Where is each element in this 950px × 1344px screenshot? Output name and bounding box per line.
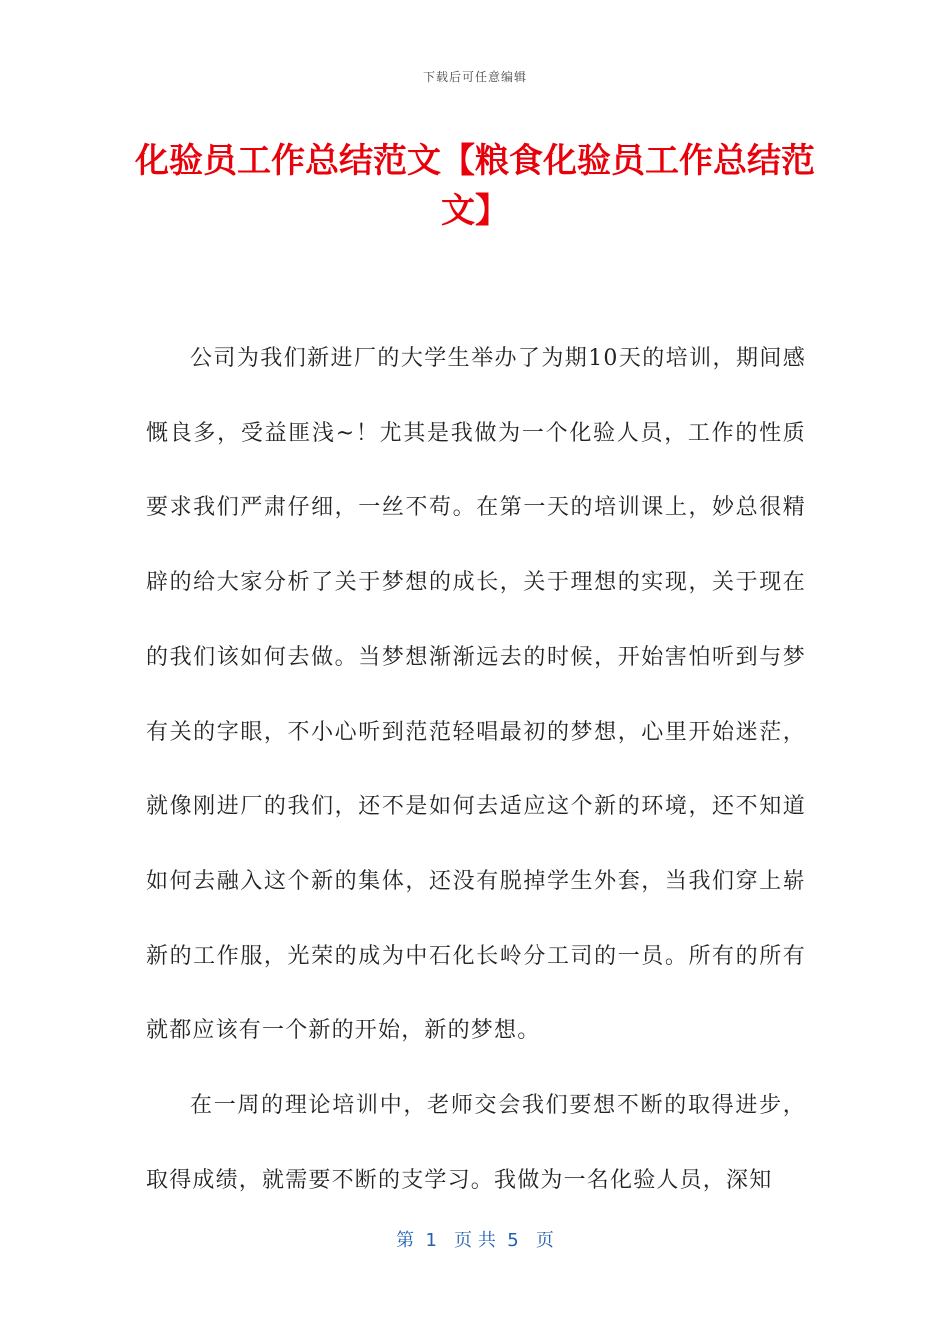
- page-number-footer: 第 1 页 共 5 页: [396, 1230, 554, 1251]
- document-body: [146, 322, 806, 1218]
- body-paragraph: 公司为我们新进厂的大学生举办了为期10天的培训，期间感慨良多，受益匪浅~！尤其是我做为一个化验人员，工作的性质要求我们严肃仔细，一丝不苟。在第一天的培训课上，妙总很精辟的给大家分析了关于梦想的成长，关于理想的实现，关于现在的我们该如何去做。当梦想渐渐远去的时候，开始害怕听到与梦有关的字眼，不小心听到范范轻唱最初的梦想，心里开始迷茫，就像刚进厂的我们，还不是如何去适应这个新的环境，还不知道如何去融入这个新的集体，还没有脱掉学生外套，当我们穿上崭新的工作服，光荣的成为中石化长岭分工司的一员。所有的所有就都应该有一个新的开始，新的梦想。: [146, 346, 806, 1044]
- page-header-note: 下载后可任意编辑: [422, 70, 527, 84]
- document-title: 化验员工作总结范文【粮食化验员工作总结范文】: [135, 141, 815, 231]
- body-paragraph: 在一周的理论培训中，老师交会我们要想不断的取得进步，取得成绩，就需要不断的支学习。我做为一名化验人员，深知: [146, 1093, 806, 1193]
